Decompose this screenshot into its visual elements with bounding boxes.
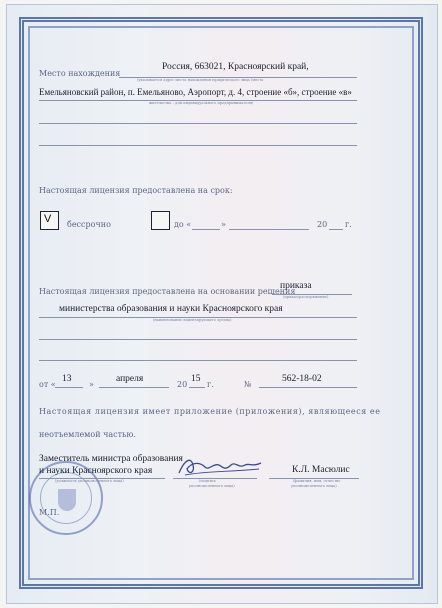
until-day-line (192, 229, 220, 230)
address-label: Место нахождения (39, 69, 121, 78)
appendix-text-2: неотъемлемой частью. (39, 430, 136, 439)
address-line-1: Россия, 663021, Красноярский край, (162, 62, 309, 72)
date-day-line (55, 387, 83, 388)
blank-line-1 (39, 123, 357, 124)
until-checkbox (151, 211, 170, 230)
handwritten-signature (175, 453, 265, 479)
date-from-label: от « (39, 380, 56, 389)
address-hint-1: (указывается адрес места нахождения юридического лица (места (137, 78, 264, 82)
signature-hint-2: уполномоченного лица) (189, 484, 235, 488)
until-year: 20 (317, 220, 328, 229)
name-hint-1: (фамилия, имя, отчество (293, 479, 341, 483)
basis-label: Настоящая лицензия предоставлена на основании решения (39, 287, 296, 296)
appendix-text-1: Настоящая лицензия имеет приложение (приложения), являющееся ее (39, 407, 381, 416)
until-quote: » (221, 220, 226, 229)
name-hint-2: уполномоченного лица) (291, 484, 337, 488)
address-hint-2: жительства – для индивидуального предпринимателя) (149, 101, 254, 105)
term-label: Настоящая лицензия предоставлена на срок: (39, 186, 233, 195)
basis-authority-hint: (наименование лицензирующего органа) (153, 318, 232, 322)
position-hint: (должность уполномоченного лица) (55, 479, 124, 483)
date-year-suffix: г. (207, 380, 214, 389)
until-year-line (329, 229, 343, 230)
blank-line-3 (39, 339, 357, 340)
date-day: 13 (62, 374, 72, 384)
basis-doc-type: приказа (280, 281, 312, 291)
date-month: апреля (116, 374, 144, 384)
blank-line-2 (39, 145, 357, 146)
until-month-line (229, 229, 309, 230)
date-month-line (99, 387, 169, 388)
signatory-position-1: Заместитель министра образования (39, 454, 183, 464)
address-line-2: Емельяновский район, п. Емельяново, Аэропорт, д. 4, строение «б», строение «в» (39, 87, 352, 97)
date-year-line (189, 387, 205, 388)
unlimited-label: бессрочно (67, 220, 111, 229)
checkbox-mark: V (44, 213, 52, 225)
basis-authority: министерства образования и науки Красноярского края (59, 304, 283, 314)
number-underline (259, 387, 357, 388)
unlimited-checkbox (40, 211, 59, 230)
until-year-suffix: г. (345, 220, 352, 229)
number-label: № (244, 380, 252, 389)
license-sheet (6, 4, 438, 604)
license-number: 562-18-02 (282, 374, 322, 384)
date-year-prefix: 20 (177, 380, 188, 389)
signatory-position-2: и науки Красноярского края (39, 466, 153, 476)
date-quote: » (89, 380, 94, 389)
date-year: 15 (191, 374, 201, 384)
blank-line-4 (39, 360, 357, 361)
stamp-place-label: М.П. (39, 508, 60, 517)
until-prefix: до « (174, 220, 192, 229)
basis-doc-hint: (приказ/распоряжение) (283, 295, 329, 299)
signatory-name: К.Л. Масюлис (292, 465, 350, 475)
signature-hint-1: (подпись (199, 479, 216, 483)
